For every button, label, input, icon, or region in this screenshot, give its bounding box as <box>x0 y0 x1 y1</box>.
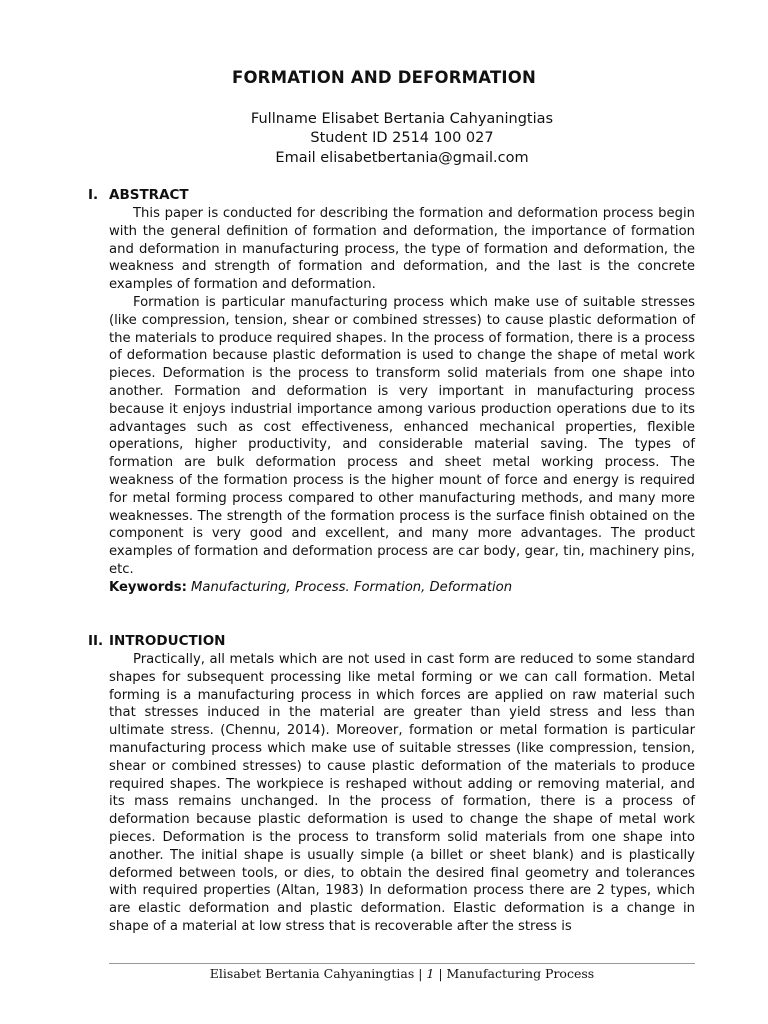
footer-course: | Manufacturing Process <box>438 966 595 981</box>
page-footer <box>0 966 768 981</box>
author-student-id: Student ID 2514 100 027 <box>310 130 494 146</box>
abstract-paragraph-2: Formation is particular manufacturing process which make use of suitable stresses (like compression, tension, shear or combined stresses) to cause plastic deformation of the materials to produce required shapes. In the process of formation, there is a process of deformation because plastic deformation is used to change the shape of metal work pieces. Deformation is the process to transform solid materials from one shape into another. Formation and deformation is very important in manufacturing process because it enjoys industrial importance among various production operations due to its advantages such as cost effectiveness, enhanced mechanical properties, flexible operations, higher productivity, and considerable material saving. The types of formation are bulk deformation process and sheet metal working process. The weakness of the formation process is the higher mount of force and energy is required for metal forming process compared to other manufacturing methods, and many more weaknesses. The strength of the formation process is the surface finish obtained on the component is very good and excellent, and many more advantages. The product examples of formation and deformation process are car body, gear, tin, machinery pins, etc. <box>109 294 695 577</box>
abstract-body <box>109 205 695 597</box>
section-title: ABSTRACT <box>109 187 189 203</box>
introduction-body <box>109 651 695 936</box>
page-number: 1 <box>426 966 435 981</box>
section-title: INTRODUCTION <box>109 633 226 649</box>
introduction-paragraph: Practically, all metals which are not used in cast form are reduced to some standard shapes for subsequent processing like metal forming or we can call formation. Metal forming is a manufacturing process in which forces are applied on raw material such that stresses induced in the material are greater than yield stress and less than ultimate stress. (Chennu, 2014). Moreover, formation or metal formation is particular manufacturing process which make use of suitable stresses (like compression, tension, shear or combined stresses) to cause plastic deformation of the materials to produce required shapes. The workpiece is reshaped without adding or removing material, and its mass remains unchanged. In the process of formation, there is a process of deformation because plastic deformation is used to change the shape of metal work pieces. Deformation is the process to transform solid materials from one shape into another. The initial shape is usually simple (a billet or sheet blank) and is plastically deformed between tools, or dies, to obtain the desired final geometry and tolerances with required properties (Altan, 1983) In deformation process there are 2 types, which are elastic deformation and plastic deformation. Elastic deformation is a change in shape of a material at low stress that is recoverable after the stress is <box>109 652 695 934</box>
section-heading-introduction <box>88 633 225 649</box>
footer-author: Elisabet Bertania Cahyaningtias | <box>209 966 423 981</box>
keywords-text: Manufacturing, Process. Formation, Deformation <box>191 579 513 595</box>
keywords-line <box>109 579 695 597</box>
section-number: I. <box>88 187 99 203</box>
section-number: II. <box>88 633 104 649</box>
author-email: Email elisabetbertania@gmail.com <box>275 150 529 166</box>
section-heading-abstract <box>88 187 189 203</box>
abstract-paragraph-1: This paper is conducted for describing the formation and deformation process begin with the general definition of formation and deformation, the importance of formation and deformation in manufacturing process, the type of formation and deformation, the weakness and strength of formation and deformation, and the last is the concrete examples of formation and deformation. <box>109 206 695 293</box>
paper-title: FORMATION AND DEFORMATION <box>231 68 536 87</box>
footer-divider <box>109 963 695 964</box>
keywords-label: Keywords: <box>109 579 187 595</box>
author-fullname: Fullname Elisabet Bertania Cahyaningtias <box>250 111 554 127</box>
